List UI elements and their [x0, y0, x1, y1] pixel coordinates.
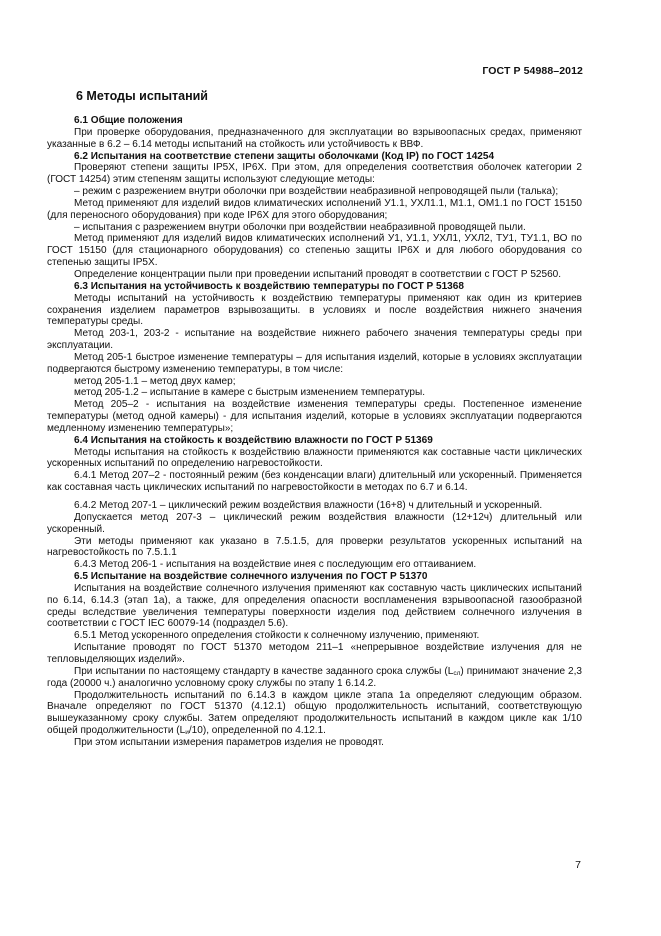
document-code-header: ГОСТ Р 54988–2012	[482, 65, 583, 77]
subsection-heading: 6.4 Испытания на стойкость к воздействию влажности по ГОСТ Р 51369	[74, 434, 433, 446]
paragraph: Методы испытания на стойкость к воздействию влажности применяются как составные части циклических ускоренных испытаний по определению нагревостойкости.	[47, 446, 582, 470]
paragraph: При испытании по настоящему стандарту в качестве заданного срока службы $(L_{сл})$ принимают значение 2,3 года (20000 ч.) аналогично условному сроку службы по этапу 1 6.14.2.	[47, 665, 582, 689]
subsection-heading: 6.3 Испытания на устойчивость к воздействию температуры по ГОСТ Р 51368	[74, 280, 464, 292]
paragraph: Метод 205-1 быстрое изменение температуры – для испытания изделий, которые в условиях эксплуатации подвергаются быстрому изменению температуры, в том числе:	[47, 351, 582, 375]
list-item: метод 205-1.1 – метод двух камер;	[74, 375, 236, 387]
page-number: 7	[575, 859, 581, 871]
paragraph: Методы испытаний на устойчивость к воздействию температуры применяют как один из критериев сохранения изделием параметров взрывозащиты. в условиях и после воздействия нижнего значения температуры среды.	[47, 292, 582, 328]
paragraph: Испытания на воздействие солнечного излучения применяют как составную часть циклических испытаний по 6.14, 6.14.3 (этап 1а), а также, для определения опасности воспламенения взрывоопасной газообразной среды вследствие увеличения температуры поверхности изделия под действием солнечного излучения в соответствии с ГОСТ IEC 60079-14 (подраздел 5.6).	[47, 582, 582, 630]
list-item: – режим с разрежением внутри оболочки при воздействии неабразивной непроводящей пыли (талька);	[74, 186, 559, 198]
subsection-heading: 6.5 Испытание на воздействие солнечного излучения по ГОСТ Р 51370	[74, 571, 428, 583]
paragraph: 6.5.1 Метод ускоренного определения стойкости к солнечному излучению, применяют.	[74, 630, 480, 642]
paragraph: 6.4.3 Метод 206-1 - испытания на воздействие инея с последующим его оттаиванием.	[74, 559, 477, 571]
paragraph: При проверке оборудования, предназначенного для эксплуатации во взрывоопасных средах, применяют указанные в 6.2 – 6.14 методы испытаний на стойкость или устойчивость к ВВФ.	[47, 126, 582, 150]
paragraph: Продолжительность испытаний по 6.14.3 в каждом цикле этапа 1а определяют следующим образом. Вначале определяют по ГОСТ 51370 (4.12.1) общую продолжительность испытаний, соответствующую вышеуказанному сроку службы. Затем определяют продолжительность испытаний в каждом цикле как 1/10 общей продолжительности $(L_и/10)$, определенной по 4.12.1.	[47, 689, 582, 737]
subsection-heading: 6.2 Испытания на соответствие степени защиты оболочками (Код IP) по ГОСТ 14254	[74, 150, 495, 162]
paragraph: Метод 203-1, 203-2 - испытание на воздействие нижнего рабочего значения температуры среды при эксплуатации.	[47, 328, 582, 352]
paragraph: 6.4.1 Метод 207–2 - постоянный режим (без конденсации влаги) длительный или ускоренный. Применяется как составная часть циклических испытаний по нагревостойкости в методах по 6.7 и 6.14.	[47, 470, 582, 494]
subsection-heading: 6.1 Общие положения	[74, 115, 183, 126]
paragraph: При этом испытании измерения параметров изделия не проводят.	[74, 736, 384, 748]
list-item: – испытания с разрежением внутри оболочки при воздействии неабразивной проводящей пыли.	[74, 221, 526, 233]
list-item: метод 205-1.2 – испытание в камере с быстрым изменением температуры.	[74, 387, 426, 399]
section-title: 6 Методы испытаний	[76, 89, 208, 103]
paragraph: Проверяют степени защиты IP5X, IP6X. При этом, для определения соответствия оболочек категории 2 (ГОСТ 14254) этим степеням защиты используют следующие методы:	[47, 162, 582, 186]
paragraph: Метод применяют для изделий видов климатических исполнений У1.1, УХЛ1.1, М1.1, ОМ1.1 по ГОСТ 15150 (для переносного оборудования) при коде IP6X для этого оборудования;	[47, 197, 582, 221]
paragraph: Метод 205–2 - испытания на воздействие изменения температуры среды. Постепенное изменение температуры (метод одной камеры) - для испытания изделий, которые в условиях эксплуатации подвергаются медленному изменению температуры»;	[47, 399, 582, 434]
paragraph: 6.4.2 Метод 207-1 – циклический режим воздействия влажности (16+8) ч длительный и ускоренный.	[74, 500, 543, 511]
document-body	[47, 115, 582, 749]
paragraph: Определение концентрации пыли при проведении испытаний проводят в соответствии с ГОСТ Р 52560.	[74, 268, 562, 280]
paragraph: Испытание проводят по ГОСТ 51370 методом 211–1 «непрерывное воздействие излучения для не тепловыделяющих изделий».	[47, 642, 582, 665]
paragraph: Допускается метод 207-3 – циклический режим воздействия влажности (12+12ч) длительный или ускоренный.	[47, 511, 582, 535]
paragraph: Метод применяют для изделий видов климатических исполнений У1, У1.1, УХЛ1, УХЛ2, ТУ1, ТУ1.1, ВО по ГОСТ 15150 (для стационарного оборудования) со степенью защиты IP6X и для любого оборудования со степенью защиты IP5X.	[47, 233, 582, 269]
paragraph: Эти методы применяют как указано в 7.5.1.5, для проверки результатов ускоренных испытаний на нагревостойкость по 7.5.1.1	[47, 535, 582, 559]
